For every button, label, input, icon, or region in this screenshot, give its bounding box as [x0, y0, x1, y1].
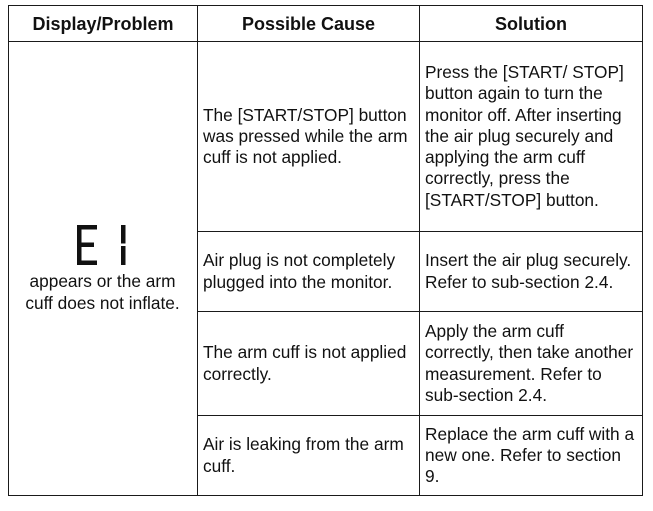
- cause-cell: Air is leaking from the arm cuff.: [198, 416, 420, 496]
- solution-cell: Press the [START/ STOP] button again to turn the monitor off. After inserting the air plug securely and applying the arm cuff correctly, press the [START/STOP] button.: [420, 42, 643, 232]
- header-possible-cause: Possible Cause: [198, 6, 420, 42]
- cause-cell: The arm cuff is not applied correctly.: [198, 312, 420, 416]
- troubleshooting-table: [8, 5, 643, 496]
- header-row: [9, 6, 643, 42]
- header-solution: Solution: [420, 6, 643, 42]
- header-display-problem: Display/Problem: [9, 6, 198, 42]
- solution-cell: Apply the arm cuff correctly, then take another measurement. Refer to sub-section 2.4.: [420, 312, 643, 416]
- display-problem-cell: [9, 42, 198, 496]
- cause-cell: The [START/STOP] button was pressed while the arm cuff is not applied.: [198, 42, 420, 232]
- table-row: [9, 42, 643, 232]
- cause-cell: Air plug is not completely plugged into the monitor.: [198, 232, 420, 312]
- e1-lcd-display-icon: [63, 223, 143, 267]
- display-problem-text: appears or the arm cuff does not inflate.: [25, 271, 180, 313]
- solution-cell: Insert the air plug securely. Refer to sub-section 2.4.: [420, 232, 643, 312]
- solution-cell: Replace the arm cuff with a new one. Refer to section 9.: [420, 416, 643, 496]
